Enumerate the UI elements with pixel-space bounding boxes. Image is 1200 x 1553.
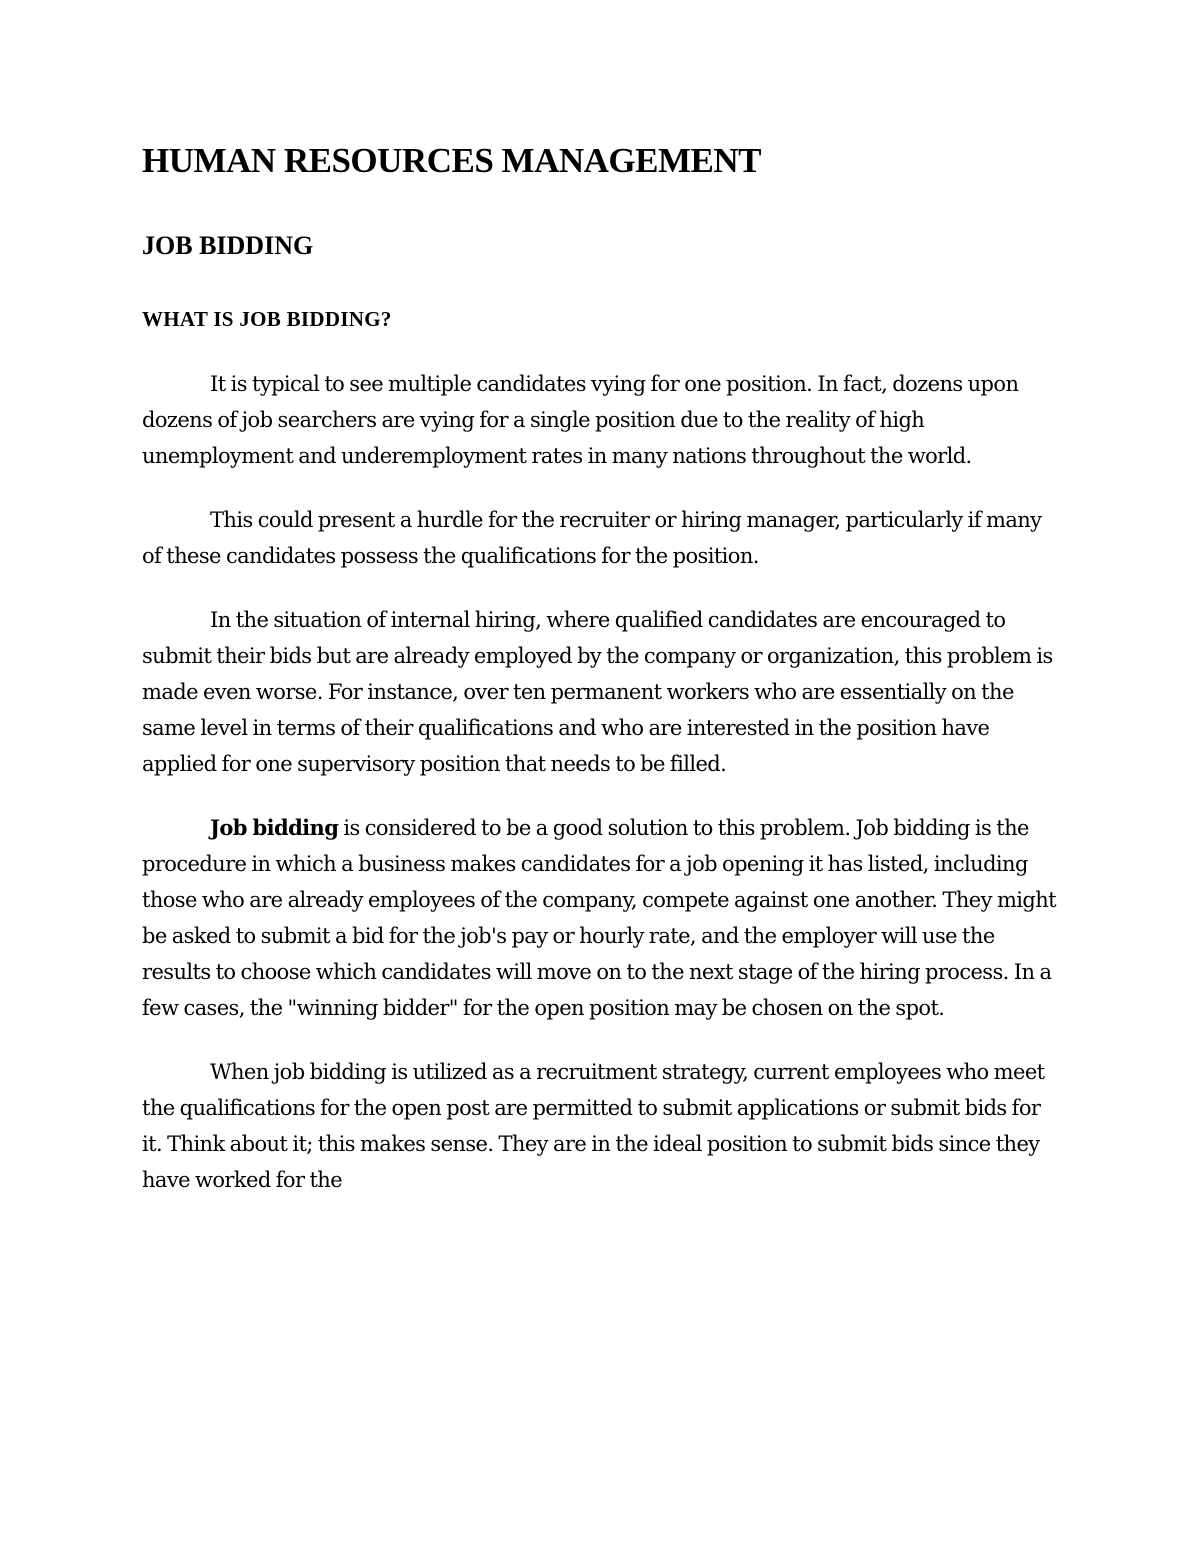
bold-term: Job bidding xyxy=(210,815,339,841)
paragraph-2: This could present a hurdle for the recruiter or hiring manager, particularly if many of these candidates possess the qualifications for the position. xyxy=(142,508,1042,569)
document-body xyxy=(142,140,1062,1226)
paragraph-4-text: is considered to be a good solution to this problem. Job bidding is the procedure in which a business makes candidates for a job opening it has listed, including those who are already employees of the company, compete against one another. They might be asked to submit a bid for the job's pay or hourly rate, and the employer will use the results to choose which candidates will move on to the next stage of the hiring process. In a few cases, the "winning bidder" for the open position may be chosen on the spot. xyxy=(142,816,1056,1021)
paragraph-4 xyxy=(142,810,1062,1026)
paragraph-5: When job bidding is utilized as a recruitment strategy, current employees who meet the qualifications for the open post are permitted to submit applications or submit bids for it. Think about it; this makes sense. They are in the ideal position to submit bids since they have worked for the xyxy=(142,1060,1045,1193)
document-title: HUMAN RESOURCES MANAGEMENT xyxy=(142,141,761,180)
paragraph-1: It is typical to see multiple candidates vying for one position. In fact, dozens upon dozens of job searchers are vying for a single position due to the reality of high unemployment and underemployment rates in many nations throughout the world. xyxy=(142,372,1019,469)
paragraph-3: In the situation of internal hiring, where qualified candidates are encouraged to submit their bids but are already employed by the company or organization, this problem is made even worse. For instance, over ten permanent workers who are essentially on the same level in terms of their qualifications and who are interested in the position have applied for one supervisory position that needs to be filled. xyxy=(142,608,1053,777)
subsection-heading: WHAT IS JOB BIDDING? xyxy=(142,307,392,332)
section-heading: JOB BIDDING xyxy=(142,231,314,260)
